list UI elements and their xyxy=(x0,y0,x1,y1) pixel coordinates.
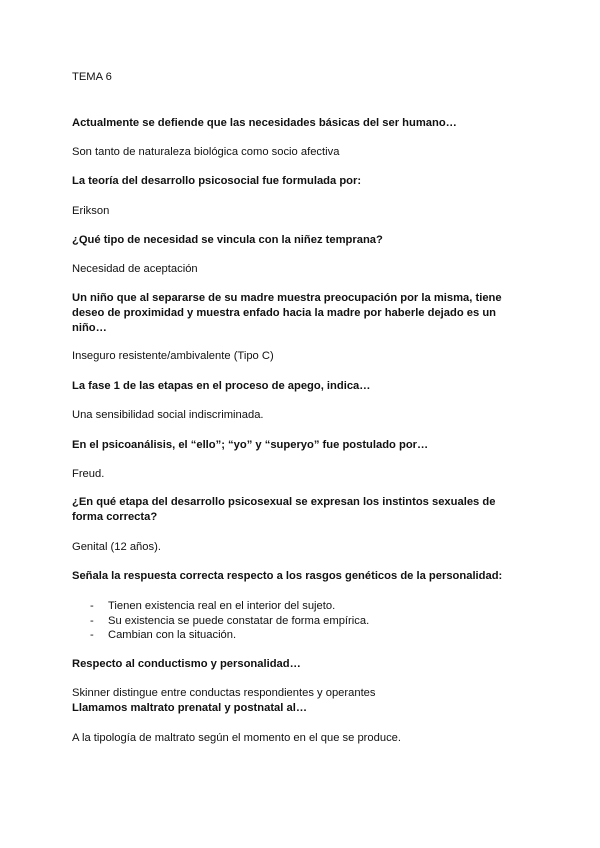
question-5: La fase 1 de las etapas en el proceso de apego, indica… xyxy=(72,380,371,392)
answer-10: A la tipología de maltrato según el momento en el que se produce. xyxy=(72,732,401,744)
question-1: Actualmente se defiende que las necesidades básicas del ser humano… xyxy=(72,117,457,129)
list-item: - Su existencia se puede constatar de forma empírica. xyxy=(90,614,370,627)
answer-9: Skinner distingue entre conductas respondientes y operantes xyxy=(72,687,376,699)
answer-2: Erikson xyxy=(72,205,110,217)
answer-4: Inseguro resistente/ambivalente (Tipo C) xyxy=(72,350,274,362)
question-8: Señala la respuesta correcta respecto a los rasgos genéticos de la personalidad: xyxy=(72,570,503,582)
answer-6: Freud. xyxy=(72,468,105,480)
question-4: Un niño que al separarse de su madre muestra preocupación por la misma, tiene deseo de proximidad y muestra enfado hacia la madre por haberle dejado es un niño… xyxy=(72,292,502,334)
bullet-marker: - xyxy=(90,600,94,612)
question-7: ¿En qué etapa del desarrollo psicosexual se expresan los instintos sexuales de forma correcta? xyxy=(72,496,496,523)
list-item: - Cambian con la situación. xyxy=(90,629,237,642)
answer-7: Genital (12 años). xyxy=(72,541,161,553)
question-6: En el psicoanálisis, el “ello”; “yo” y “superyo” fue postulado por… xyxy=(72,439,429,451)
bullet-marker: - xyxy=(90,629,94,642)
question-10: Llamamos maltrato prenatal y postnatal al… xyxy=(72,702,308,714)
answer-8-list xyxy=(72,599,369,643)
doc-heading: TEMA 6 xyxy=(72,71,112,83)
question-2: La teoría del desarrollo psicosocial fue formulada por: xyxy=(72,175,362,187)
answer-5: Una sensibilidad social indiscriminada. xyxy=(72,409,264,421)
list-item: - Tienen existencia real en el interior del sujeto. xyxy=(90,600,336,612)
bullet-marker: - xyxy=(90,614,94,627)
question-3: ¿Qué tipo de necesidad se vincula con la niñez temprana? xyxy=(72,234,383,246)
question-9: Respecto al conductismo y personalidad… xyxy=(72,658,301,670)
answer-1: Son tanto de naturaleza biológica como socio afectiva xyxy=(72,146,340,158)
answer-3: Necesidad de aceptación xyxy=(72,263,198,275)
